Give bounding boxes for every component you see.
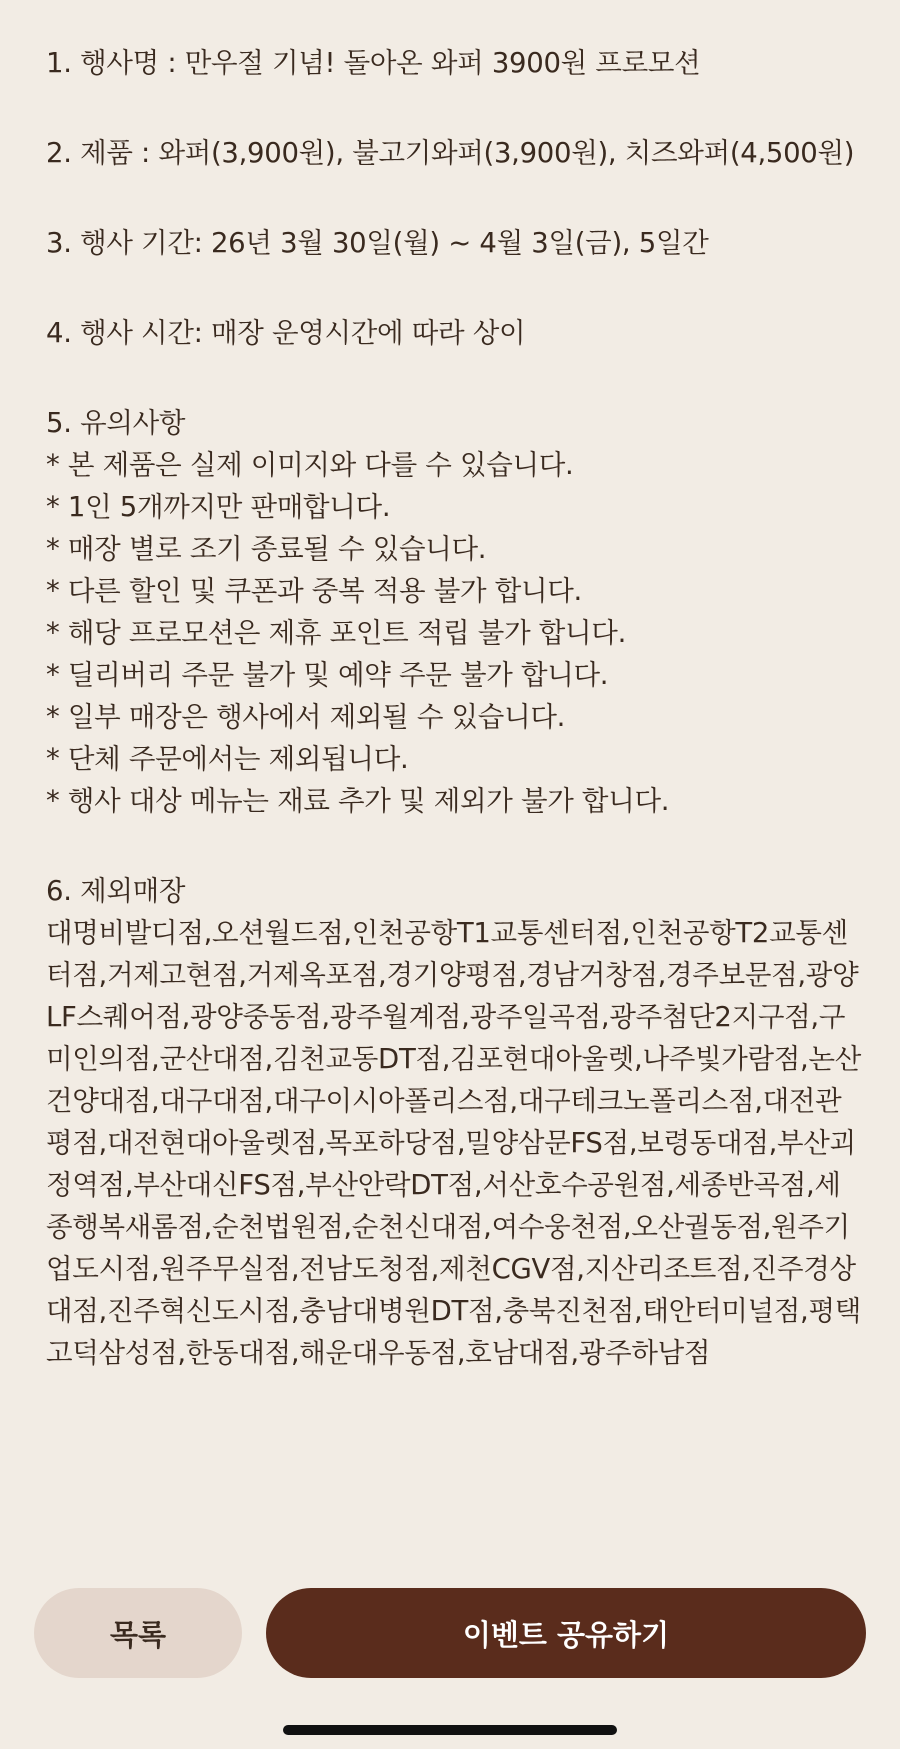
event-details [46,42,866,1422]
event-period: 3. 행사 기간: 26년 3월 30일(월) ~ 4월 3일(금), 5일간 [46,227,709,259]
note-item: * 매장 별로 조기 종료될 수 있습니다. [46,533,487,565]
note-item: * 일부 매장은 행사에서 제외될 수 있습니다. [46,701,566,733]
home-indicator [283,1725,617,1735]
note-item: * 해당 프로모션은 제휴 포인트 적립 불가 합니다. [46,617,627,649]
products-section [46,132,866,174]
share-event-button[interactable]: 이벤트 공유하기 [266,1588,866,1678]
excluded-stores-list: 대명비발디점,오션월드점,인천공항T1교통센터점,인천공항T2교통센터점,거제고현점,거제옥포점,경기양평점,경남거창점,경주보문점,광양LF스퀘어점,광양중동점,광주월계점,광주일곡점,광주첨단2지구점,구미인의점,군산대점,김천교동DT점,김포현대아울렛,나주빛가람점,논산건양대점,대구대점,대구이시아폴리스점,대구테크노폴리스점,대전관평점,대전현대아울렛점,목포하당점,밀양삼문FS점,보령동대점,부산괴정역점,부산대신FS점,부산안락DT점,서산호수공원점,세종반곡점,세종행복새롬점,순천법원점,순천신대점,여수웅천점,오산궐동점,원주기업도시점,원주무실점,전남도청점,제천CGV점,지산리조트점,진주경상대점,진주혁신도시점,충남대병원DT점,충북진천점,태안터미널점,평택고덕삼성점,한동대점,해운대우동점,호남대점,광주하남점 [46,917,861,1369]
event-name-section [46,42,866,84]
note-item: * 다른 할인 및 쿠폰과 중복 적용 불가 합니다. [46,575,582,607]
hours-section [46,312,866,354]
notes-section [46,402,866,822]
event-hours: 4. 행사 시간: 매장 운영시간에 따라 상이 [46,317,526,349]
bottom-action-bar [34,1588,866,1678]
note-item: * 딜리버리 주문 불가 및 예약 주문 불가 합니다. [46,659,609,691]
event-name: 1. 행사명 : 만우절 기념! 돌아온 와퍼 3900원 프로모션 [46,47,701,79]
list-button[interactable]: 목록 [34,1588,242,1678]
note-item: * 1인 5개까지만 판매합니다. [46,491,391,523]
notes-title: 5. 유의사항 [46,407,186,439]
excluded-stores-section [46,870,866,1374]
note-item: * 본 제품은 실제 이미지와 다를 수 있습니다. [46,449,574,481]
period-section [46,222,866,264]
note-item: * 단체 주문에서는 제외됩니다. [46,743,409,775]
products: 2. 제품 : 와퍼(3,900원), 불고기와퍼(3,900원), 치즈와퍼(4,500원) [46,137,855,169]
excluded-title: 6. 제외매장 [46,875,186,907]
note-item: * 행사 대상 메뉴는 재료 추가 및 제외가 불가 합니다. [46,785,670,817]
